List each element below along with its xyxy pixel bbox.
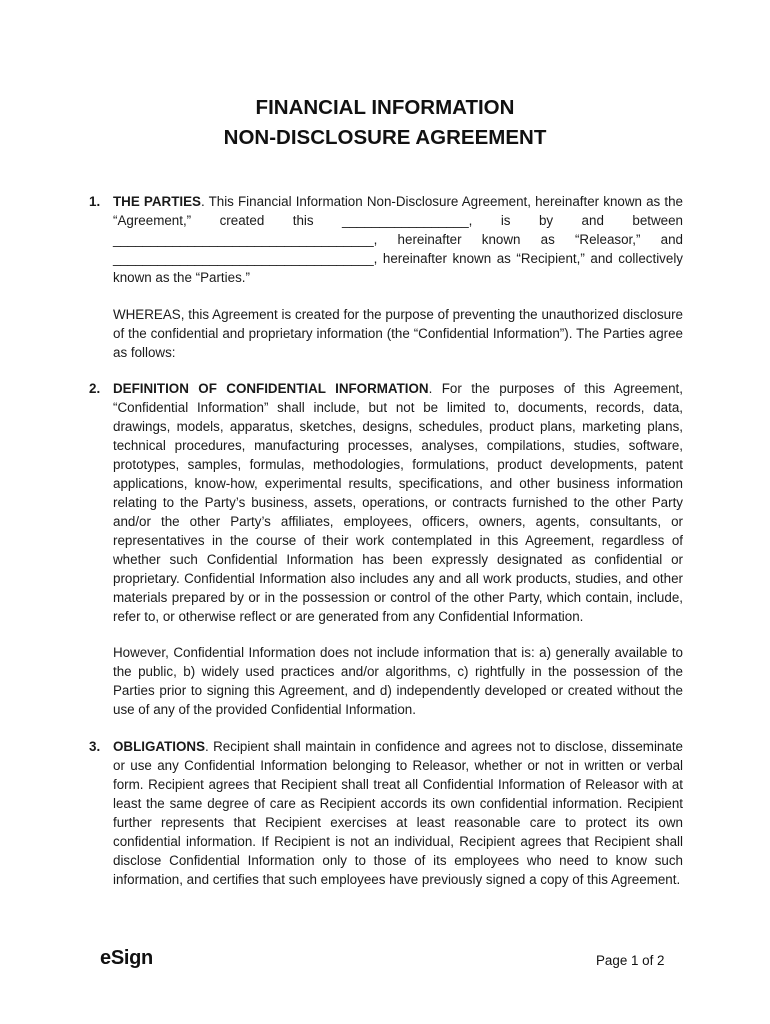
- document-title-line-2: NON-DISCLOSURE AGREEMENT: [223, 126, 547, 149]
- document-title-line-1: FINANCIAL INFORMATION: [255, 96, 515, 119]
- section-text: . Recipient shall maintain in confidence and agrees not to disclose, disseminate or use any Confidential Information belonging to Releasor, whether or not in written or verbal form. Recipient agrees that Recipient shall treat all Confidential Information of Releasor with at least the same degree of care as Recipient accords its own confidential information. Recipient further represents that Recipient exercises at least reasonable care to protect its own confidential information. If Recipient is not an individual, Recipient agrees that Recipient shall disclose Confidential Information only to those of its employees who need to know such information, and certifies that such employees have previously signed a copy of this Agreement.: [113, 739, 683, 887]
- esign-logo: eSign: [100, 947, 153, 969]
- section-paragraph: [113, 192, 683, 287]
- page-number: Page 1 of 2: [596, 953, 665, 968]
- section-text: . For the purposes of this Agreement, “Confidential Information” shall include, but not be limited to, documents, records, data, drawings, models, apparatus, sketches, designs, schedules, product plans, marketing plans, technical procedures, manufacturing processes, analyses, compilations, studies, software, prototypes, samples, formulas, methodologies, formulations, product developments, patent applications, know-how, experimental results, specifications, and other business information relating to the Party’s business, assets, operations, or contracts furnished to the other Party and/or the other Party’s affiliates, employees, officers, owners, agents, consultants, or representatives in the course of their work contemplated in this Agreement, regardless of whether such Confidential Information has been expressly designated as confidential or proprietary. Confidential Information also includes any and all work products, studies, and other materials prepared by or in the possession or control of the other Party, which contain, include, refer to, or otherwise reflect or are generated from any Confidential Information.: [113, 381, 683, 624]
- section-paragraph: [113, 737, 683, 889]
- section-paragraph: However, Confidential Information does not include information that is: a) generally available to the public, b) widely used practices and/or algorithms, c) rightfully in the possession of the Parties prior to signing this Agreement, and d) independently developed or created without the use of any of the provided Confidential Information.: [113, 645, 683, 717]
- section-heading: OBLIGATIONS: [113, 739, 205, 754]
- section-heading: THE PARTIES: [113, 194, 201, 209]
- section-number: 2.: [89, 381, 101, 396]
- section-text: . This Financial Information Non-Disclosure Agreement, hereinafter known as the “Agreement,” created this _________________, is by and between ___________________________________, hereinafter known as “Releasor,” and ___________________________________, hereinafter known as “Recipient,” and collectively known as the “Parties.”: [113, 194, 683, 285]
- section-paragraph: [113, 379, 683, 626]
- section-heading: DEFINITION OF CONFIDENTIAL INFORMATION: [113, 381, 429, 396]
- section-number: 1.: [89, 194, 101, 209]
- section-paragraph: WHEREAS, this Agreement is created for the purpose of preventing the unauthorized disclosure of the confidential and proprietary information (the “Confidential Information”). The Parties agree as follows:: [113, 307, 683, 360]
- section-number: 3.: [89, 739, 101, 754]
